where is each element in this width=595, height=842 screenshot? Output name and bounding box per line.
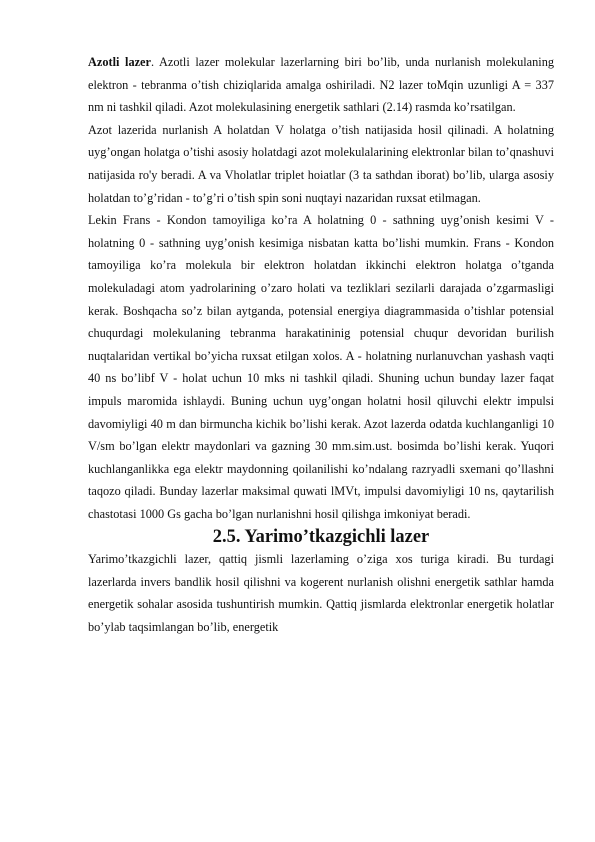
paragraph-yarimo-tkazgichli: Yarimo’tkazgichli lazer, qattiq jismli lazerlaming o’ziga xos turiga kiradi. Bu turdagi lazerlarda invers bandlik hosil qilishni va kogerent nurlanish olishni energetik sathlar hamda energetik sohalar asosida tushuntirish mumkin. Qattiq jismlarda elektronlar energetik holatlar bo’ylab taqsimlangan bo’lib, energetik — [88, 552, 554, 634]
paragraph-lead-term: Azotli lazer — [88, 55, 151, 69]
paragraph-frans-kondon: Lekin Frans - Kondon tamoyiliga ko’ra A holatning 0 - sathning uyg’onish kesimi V - holatning 0 - sathning uyg’onish kesimiga nisbatan katta bo’lishi mumkin. Frans - Kondon tamoyiliga ko’ra molekula bir elektron holatdan ikkinchi elektron holatga o’tganda molekuladagi atom yadrolarining o’zaro holati va tezliklari sezilarli darajada o’zgarmasligi kerak. Boshqacha so’z bilan aytganda, potensial energiya diagrammasida o’tishlar potensial chuqurdagi molekulaning tebranma harakatininig potensial chuqur devoridan burilish nuqtalaridan vertikal bo’yicha ruxsat etilgan xolos. A - holatning nurlanuvchan yashash vaqti 40 ns bo’libf V - holat uchun 10 mks ni tashkil qiladi. Shuning uchun bunday lazer faqat impuls maromida ishlaydi. Buning uchun uyg’ongan holatni hosil qiluvchi elektr impulsi davomiyligi 40 m dan birmuncha kichik bo’lishi kerak. Azot lazerda odatda kuchlanganligi 10 V/sm bo’lgan elektr maydonlari va gazning 30 mm.sim.ust. bosimda bo’lishi kerak. Yuqori kuchlanganlikka ega elektr maydonning qoilanilishi ko’ndalang razryadli sxemani qo’llashni taqozo qiladi. Bunday lazerlar maksimal quwati lMVt, impulsi davomiyligi 10 ns, qaytarilish chastotasi 1000 Gs gacha bo’lgan nurlanishni hosil qilishga imkoniyat beradi. — [88, 213, 554, 521]
document-page — [88, 51, 554, 638]
paragraph-azotli-lazer — [88, 51, 554, 119]
paragraph-azot-lazerida: Azot lazerida nurlanish A holatdan V holatga o’tish natijasida hosil qilinadi. A holatning uyg’ongan holatga o’tishi asosiy holatdagi azot molekulalarining elektronlar bilan to’qnashuvi natijasida ro'y beradi. A va Vholatlar triplet hoiatlar (3 ta sathdan iborat) bo’lib, ularga asosiy holatdan to’g’ridan - to’g’ri o’tish spin soni nuqtayi nazaridan ruxsat etilmagan. — [88, 122, 554, 205]
paragraph-text: . Azotli lazer molekular lazerlarning biri bo’lib, unda nurlanish molekulaning elektron - tebranma o’tish chiziqlarida amalga oshiriladi. N2 lazer toMqin uzunligi A = 337 nm ni tashkil qiladi. Azot molekulasining energetik sathlari (2.14) rasmda ko’rsatilgan. — [88, 55, 554, 115]
section-heading: 2.5. Yarimo’tkazgichli lazer — [212, 526, 430, 547]
